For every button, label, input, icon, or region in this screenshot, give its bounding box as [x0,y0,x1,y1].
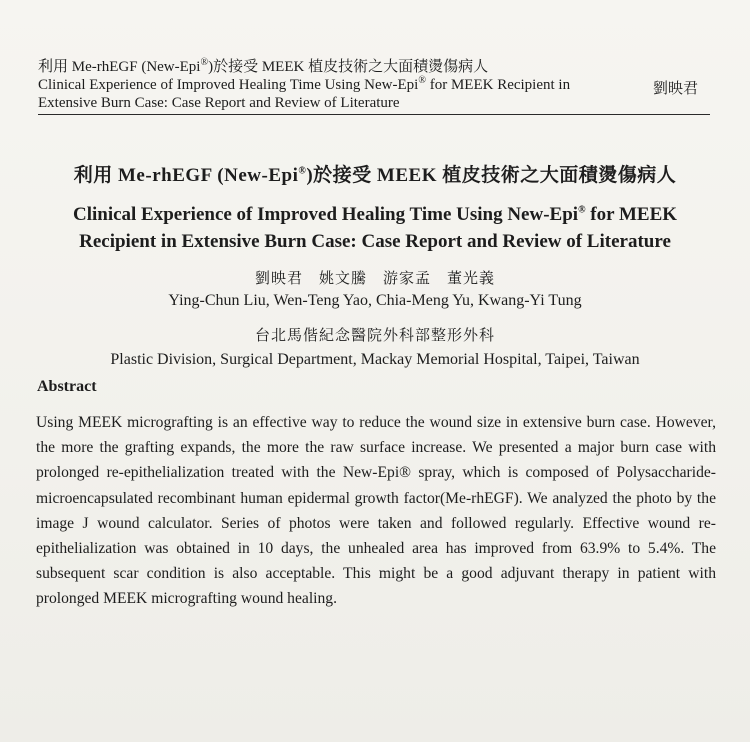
running-header-author: 劉映君 [652,81,698,97]
abstract-heading: Abstract [37,378,97,395]
running-header [38,58,710,115]
abstract-body: Using MEEK micrografting is an effective way to reduce the wound size in extensive burn case. However, the more the grafting expands, the more the raw surface increase. We presented a major burn case with prolonged re-epithelialization treated with the New-Epi® spray, which is composed of Polysaccharide-microencapsulated recombinant human epidermal growth factor(Me-rhEGF). We analyzed the photo by the image J wound calculator. Series of photos were taken and followed regularly. Effective wound re-epithelialization was obtained in 10 days, the unhealed area has improved from 63.9% to 5.4%. The subsequent scar condition is also acceptable. This might be a good adjuvant therapy in patient with prolonged MEEK micrografting wound healing. [36,414,716,608]
running-header-title-en: Clinical Experience of Improved Healing Time Using New-Epi® for MEEK Recipient in Extensive Burn Case: Case Report and Review of Literature [38,75,571,111]
title-en: Clinical Experience of Improved Healing Time Using New-Epi® for MEEK Recipient in Extensive Burn Case: Case Report and Review of Literature [72,204,678,252]
title-cn: 利用 Me-rhEGF (New-Epi®)於接受 MEEK 植皮技術之大面積燙傷病人 [73,165,677,186]
title-block [0,160,750,369]
affiliation-cn: 台北馬偕紀念醫院外科部整形外科 [254,328,495,344]
authors-cn: 劉映君 姚文騰 游家孟 董光義 [254,271,495,287]
running-header-title-cn: 利用 Me-rhEGF (New-Epi®)於接受 MEEK 植皮技術之大面積燙傷病人 [38,57,489,75]
affiliation-en: Plastic Division, Surgical Department, Mackay Memorial Hospital, Taipei, Taiwan [110,351,640,368]
authors-en: Ying-Chun Liu, Wen-Teng Yao, Chia-Meng Yu, Kwang-Yi Tung [168,292,582,309]
